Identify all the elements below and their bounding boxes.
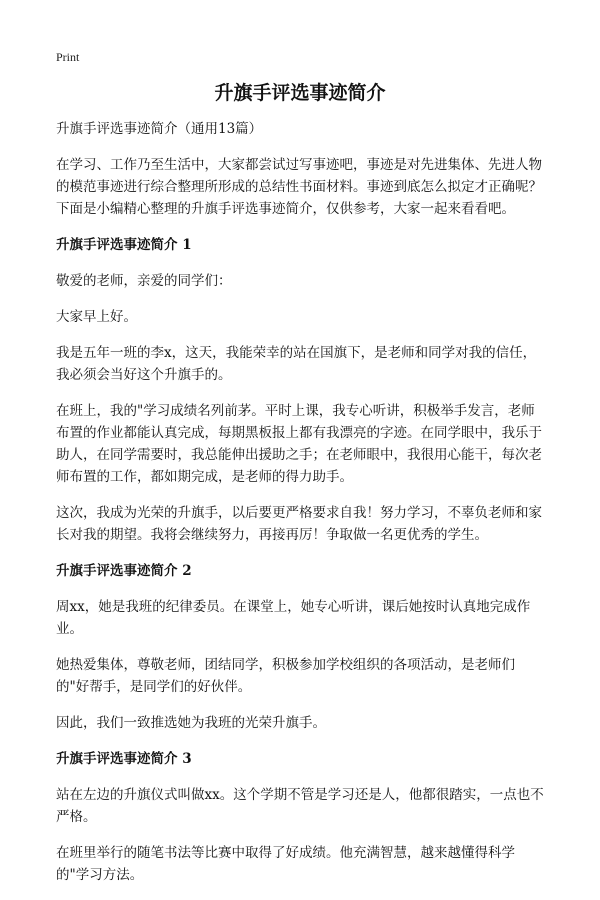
paragraph: 她热爱集体，尊敬老师，团结同学，积极参加学校组织的各项活动，是老师们的"好帮手，是同学们的好伙伴。 bbox=[56, 657, 515, 695]
paragraph: 在班上，我的"学习成绩名列前茅。平时上课，我专心听讲，积极举手发言，老师布置的作业都能认真完成，每期黑板报上都有我漂亮的字迹。在同学眼中，我乐于助人，在同学需要时，我总能伸出援助之手；在老师眼中，我很用心能干，每次老师布置的工作，都如期完成，是老师的得力助手。 bbox=[56, 403, 542, 485]
paragraph: 敬爱的老师，亲爱的同学们： bbox=[56, 273, 232, 289]
section-heading: 升旗手评选事迹简介 1 bbox=[56, 237, 192, 253]
paragraph: 在班里举行的随笔书法等比赛中取得了好成绩。他充满智慧，越来越懂得科学的"学习方法。 bbox=[56, 845, 515, 883]
page-title: 升旗手评选事迹简介 bbox=[214, 82, 386, 104]
intro-paragraph: 在学习、工作乃至生活中，大家都尝试过写事迹吧，事迹是对先进集体、先进人物的模范事迹进行综合整理所形成的总结性书面材料。事迹到底怎么拟定才正确呢？下面是小编精心整理的升旗手评选事迹简介，仅供参考，大家一起来看看吧。 bbox=[56, 157, 542, 217]
paragraph: 站在左边的升旗仪式叫做xx。这个学期不管是学习还是人，他都很踏实，一点也不严格。 bbox=[56, 787, 544, 825]
paragraph: 因此，我们一致推选她为我班的光荣升旗手。 bbox=[56, 715, 326, 731]
paragraph: 大家早上好。 bbox=[56, 309, 137, 325]
document-body bbox=[56, 118, 548, 900]
print-link[interactable]: Print bbox=[56, 50, 80, 64]
paragraph: 这次，我成为光荣的升旗手，以后要更严格要求自我！努力学习，不辜负老师和家长对我的期望。我将会继续努力，再接再厉！争取做一名更优秀的学生。 bbox=[56, 505, 542, 543]
paragraph: 我是五年一班的李x，这天，我能荣幸的站在国旗下，是老师和同学对我的信任，我必须会当好这个升旗手的。 bbox=[56, 345, 537, 383]
document-subtitle: 升旗手评选事迹简介（通用13篇） bbox=[56, 121, 263, 137]
section-heading: 升旗手评选事迹简介 3 bbox=[56, 751, 192, 767]
paragraph: 周xx，她是我班的纪律委员。在课堂上，她专心听讲，课后她按时认真地完成作业。 bbox=[56, 599, 531, 637]
section-heading: 升旗手评选事迹简介 2 bbox=[56, 563, 192, 579]
